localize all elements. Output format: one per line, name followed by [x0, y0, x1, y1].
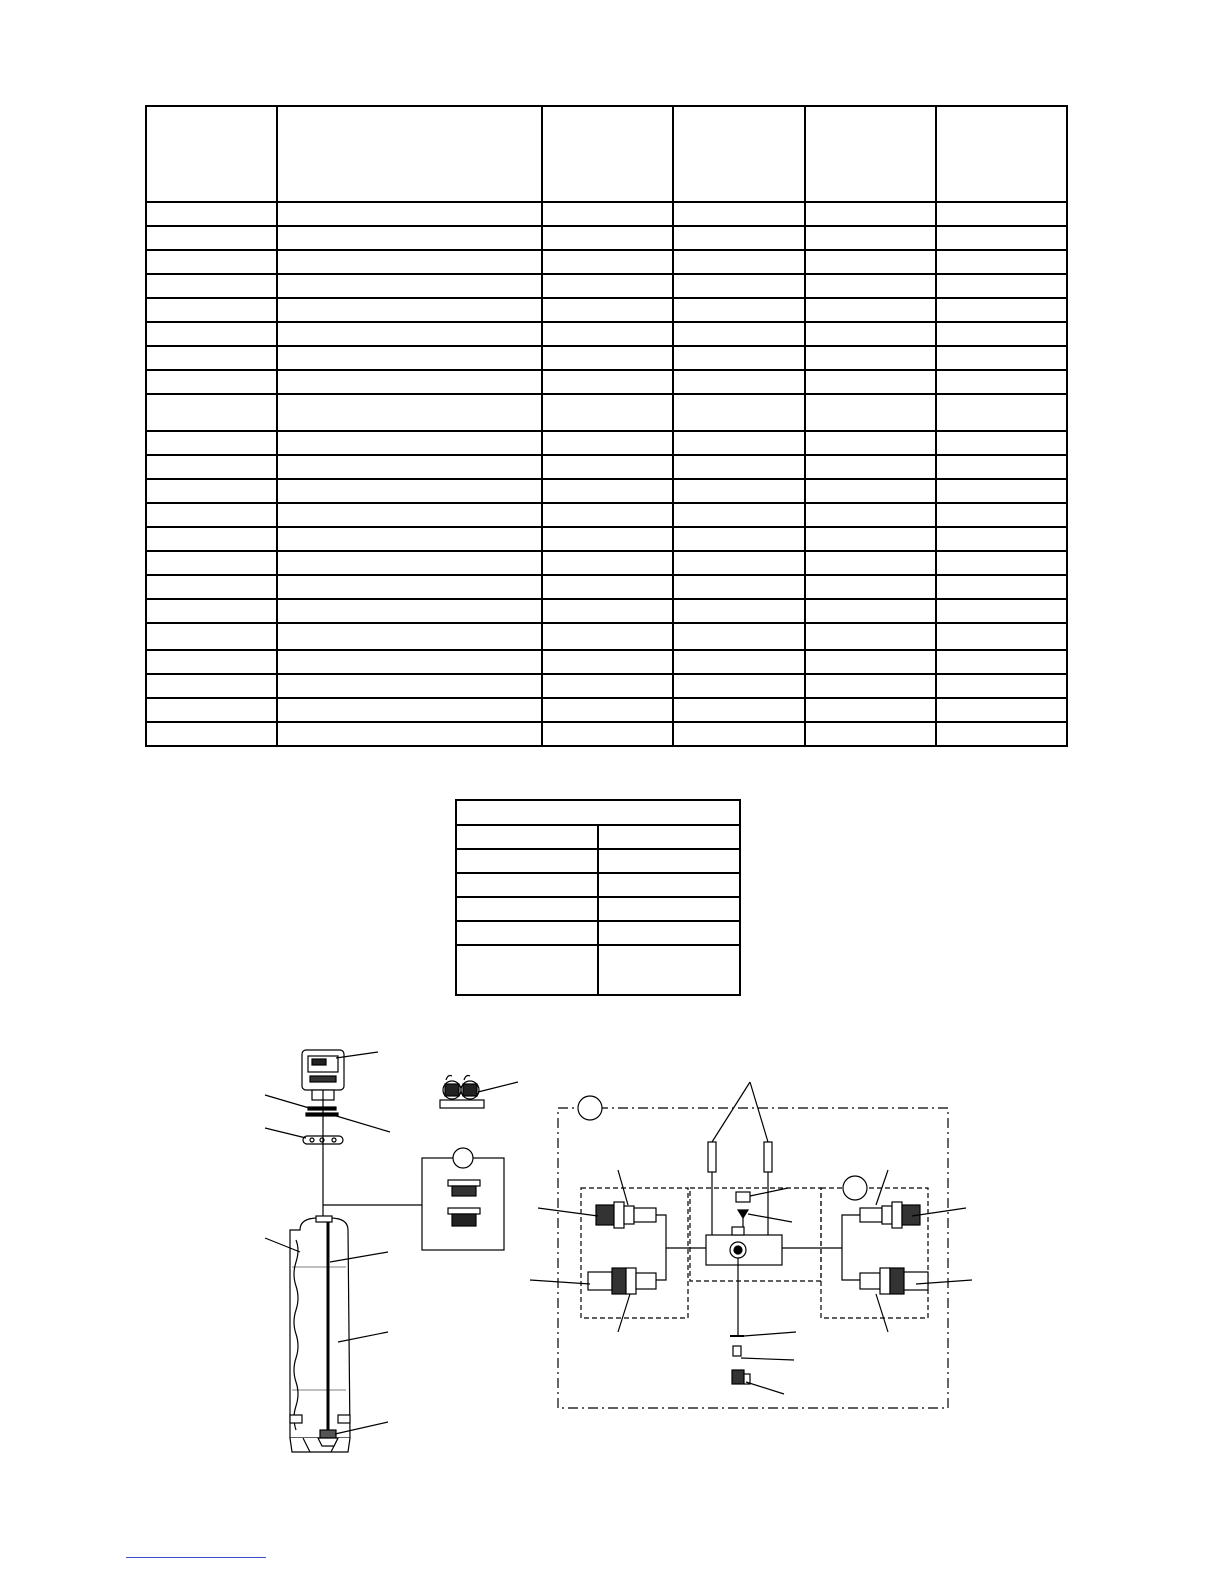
parts-cell — [542, 274, 673, 298]
parts-cell — [277, 250, 542, 274]
parts-item-number — [146, 575, 277, 599]
parts-table-row — [146, 674, 1067, 698]
parts-cell — [805, 575, 936, 599]
parts-cell — [805, 599, 936, 623]
callout-drain-tube-left — [712, 1082, 750, 1142]
parts-table-row — [146, 202, 1067, 226]
parts-cell — [673, 202, 804, 226]
sub-table-row — [456, 897, 740, 921]
sub-table-title — [456, 800, 740, 825]
parts-table-row — [146, 250, 1067, 274]
parts-cell — [277, 674, 542, 698]
parts-cell — [542, 431, 673, 455]
parts-cell — [805, 370, 936, 394]
parts-cell — [277, 298, 542, 322]
callout-left-bottom-oring — [618, 1294, 630, 1332]
parts-cell — [277, 698, 542, 722]
parts-cell — [805, 698, 936, 722]
parts-item-number — [146, 623, 277, 650]
adapter-inset-box — [422, 1148, 504, 1250]
parts-item-number — [146, 298, 277, 322]
parts-cell — [805, 431, 936, 455]
parts-cell — [673, 370, 804, 394]
parts-cell — [936, 346, 1067, 370]
parts-cell — [673, 623, 804, 650]
install-kit-marker — [578, 1096, 602, 1120]
parts-cell — [542, 455, 673, 479]
parts-cell — [805, 551, 936, 575]
center-valve-body — [706, 1227, 782, 1265]
header-col-5 — [805, 106, 936, 202]
parts-table-row — [146, 722, 1067, 746]
parts-cell — [936, 698, 1067, 722]
parts-table-row — [146, 431, 1067, 455]
parts-item-number — [146, 722, 277, 746]
header-description — [277, 106, 542, 202]
parts-cell — [805, 202, 936, 226]
right-kit-marker — [843, 1176, 867, 1200]
parts-cell — [542, 551, 673, 575]
right-top-connector — [860, 1202, 920, 1228]
parts-cell — [277, 479, 542, 503]
parts-cell — [936, 599, 1067, 623]
parts-cell — [542, 394, 673, 431]
parts-cell — [805, 250, 936, 274]
parts-table-row — [146, 394, 1067, 431]
sub-table-cell — [456, 921, 598, 945]
parts-cell — [936, 394, 1067, 431]
parts-table-row — [146, 503, 1067, 527]
parts-cell — [673, 455, 804, 479]
parts-cell — [805, 503, 936, 527]
parts-cell — [542, 346, 673, 370]
parts-item-number — [146, 322, 277, 346]
parts-table-row — [146, 551, 1067, 575]
sub-table-cell — [598, 849, 740, 873]
parts-table-row — [146, 346, 1067, 370]
parts-cell — [542, 527, 673, 551]
parts-item-number — [146, 226, 277, 250]
callout-check-valve — [748, 1214, 792, 1222]
parts-cell — [542, 575, 673, 599]
parts-table-row — [146, 575, 1067, 599]
parts-cell — [936, 250, 1067, 274]
parts-cell — [936, 650, 1067, 674]
left-top-connector — [596, 1202, 656, 1228]
parts-item-number — [146, 202, 277, 226]
parts-cell — [673, 250, 804, 274]
parts-cell — [277, 575, 542, 599]
parts-cell — [673, 322, 804, 346]
parts-item-number — [146, 551, 277, 575]
parts-cell — [542, 479, 673, 503]
parts-cell — [277, 431, 542, 455]
parts-cell — [542, 503, 673, 527]
parts-cell — [542, 322, 673, 346]
parts-cell — [805, 322, 936, 346]
parts-table-row — [146, 322, 1067, 346]
bottom-distributor — [318, 1430, 338, 1446]
parts-cell — [277, 551, 542, 575]
parts-cell — [277, 202, 542, 226]
parts-cell — [277, 599, 542, 623]
parts-table-row — [146, 623, 1067, 650]
parts-cell — [542, 623, 673, 650]
parts-table-row — [146, 479, 1067, 503]
sub-table-cell — [456, 849, 598, 873]
parts-item-number — [146, 698, 277, 722]
parts-cell — [936, 298, 1067, 322]
callout-drain-tube-right — [750, 1082, 768, 1142]
parts-table-row — [146, 455, 1067, 479]
header-item-number — [146, 106, 277, 202]
parts-cell — [277, 527, 542, 551]
parts-cell — [277, 346, 542, 370]
parts-cell — [673, 650, 804, 674]
parts-table-row — [146, 298, 1067, 322]
parts-diagram — [0, 1030, 1224, 1470]
sub-table-row — [456, 945, 740, 995]
callout-clip — [265, 1128, 306, 1138]
left-bottom-connector — [588, 1268, 656, 1294]
parts-cell — [936, 274, 1067, 298]
callout-left-top-connector-oring — [618, 1170, 628, 1205]
parts-cell — [542, 226, 673, 250]
callout-drain-clamp — [744, 1332, 796, 1336]
parts-cell — [673, 394, 804, 431]
parts-item-number — [146, 346, 277, 370]
parts-cell — [542, 202, 673, 226]
parts-cell — [542, 370, 673, 394]
parts-cell — [673, 722, 804, 746]
sub-table-cell — [456, 945, 598, 995]
parts-cell — [277, 722, 542, 746]
parts-cell — [277, 274, 542, 298]
parts-cell — [673, 527, 804, 551]
parts-item-number — [146, 394, 277, 431]
parts-item-number — [146, 274, 277, 298]
parts-cell — [805, 394, 936, 431]
parts-cell — [673, 346, 804, 370]
check-valve — [738, 1210, 748, 1218]
parts-cell — [277, 322, 542, 346]
parts-table-header — [146, 106, 1067, 202]
parts-item-number — [146, 650, 277, 674]
sub-table-cell — [456, 873, 598, 897]
parts-item-number — [146, 250, 277, 274]
parts-cell — [936, 575, 1067, 599]
parts-item-number — [146, 599, 277, 623]
parts-cell — [277, 370, 542, 394]
parts-cell — [542, 650, 673, 674]
parts-cell — [936, 431, 1067, 455]
parts-cell — [277, 226, 542, 250]
parts-cell — [936, 551, 1067, 575]
parts-cell — [673, 551, 804, 575]
parts-cell — [805, 479, 936, 503]
parts-item-number — [146, 455, 277, 479]
parts-cell — [805, 527, 936, 551]
sub-table-row — [456, 825, 740, 849]
parts-cell — [805, 623, 936, 650]
parts-cell — [673, 575, 804, 599]
parts-cell — [805, 674, 936, 698]
parts-cell — [277, 650, 542, 674]
parts-item-number — [146, 479, 277, 503]
parts-cell — [673, 298, 804, 322]
sub-table-cell — [456, 897, 598, 921]
callout-bypass — [478, 1082, 518, 1092]
footer-link-underline[interactable] — [126, 1556, 266, 1558]
parts-item-number — [146, 370, 277, 394]
sub-table-cell — [598, 825, 740, 849]
parts-table-row — [146, 698, 1067, 722]
callout-flow-plug — [750, 1188, 788, 1196]
parts-cell — [805, 650, 936, 674]
header-col-4 — [673, 106, 804, 202]
bypass-valve — [440, 1076, 484, 1109]
parts-cell — [673, 274, 804, 298]
drain-tube-left — [708, 1142, 716, 1172]
parts-cell — [805, 455, 936, 479]
parts-cell — [673, 431, 804, 455]
sub-table — [455, 799, 741, 996]
sub-table-row — [456, 921, 740, 945]
callout-oring-right — [333, 1115, 390, 1132]
parts-table-row — [146, 370, 1067, 394]
parts-cell — [277, 394, 542, 431]
parts-cell — [936, 623, 1067, 650]
parts-table-row — [146, 650, 1067, 674]
parts-cell — [673, 599, 804, 623]
parts-cell — [805, 346, 936, 370]
right-bottom-connector — [860, 1268, 928, 1294]
parts-cell — [542, 250, 673, 274]
sub-table-title-row — [456, 800, 740, 825]
parts-table-row — [146, 527, 1067, 551]
parts-cell — [936, 226, 1067, 250]
parts-cell — [936, 722, 1067, 746]
parts-cell — [936, 527, 1067, 551]
parts-table-row — [146, 599, 1067, 623]
left-connector-link — [656, 1215, 666, 1280]
sub-table-cell — [598, 945, 740, 995]
sub-table-cell — [598, 921, 740, 945]
parts-cell — [277, 455, 542, 479]
parts-cell — [673, 479, 804, 503]
parts-cell — [936, 322, 1067, 346]
parts-cell — [542, 599, 673, 623]
parts-cell — [673, 226, 804, 250]
parts-cell — [277, 623, 542, 650]
parts-cell — [673, 503, 804, 527]
parts-item-number — [146, 431, 277, 455]
flow-plug — [736, 1192, 750, 1202]
parts-cell — [805, 722, 936, 746]
header-col-6 — [936, 106, 1067, 202]
sub-table-row — [456, 873, 740, 897]
parts-cell — [936, 479, 1067, 503]
parts-cell — [542, 698, 673, 722]
sub-table-cell — [598, 897, 740, 921]
parts-cell — [805, 274, 936, 298]
parts-cell — [673, 698, 804, 722]
parts-item-number — [146, 674, 277, 698]
callout-left-top-connector — [538, 1208, 598, 1216]
right-connector-link — [842, 1215, 860, 1280]
parts-cell — [936, 202, 1067, 226]
parts-cell — [673, 674, 804, 698]
parts-cell — [936, 674, 1067, 698]
parts-table — [145, 105, 1068, 747]
callout-oring-left — [265, 1095, 316, 1110]
sub-table-cell — [456, 825, 598, 849]
sub-table-cell — [598, 873, 740, 897]
sub-table-row — [456, 849, 740, 873]
parts-cell — [936, 370, 1067, 394]
parts-cell — [542, 674, 673, 698]
parts-cell — [805, 226, 936, 250]
parts-cell — [542, 298, 673, 322]
callout-right-bottom-oring — [876, 1294, 888, 1332]
drain-tube-right — [764, 1142, 772, 1172]
parts-table-row — [146, 274, 1067, 298]
parts-cell — [936, 503, 1067, 527]
parts-cell — [542, 722, 673, 746]
parts-cell — [805, 298, 936, 322]
callout-drain-elbow — [746, 1382, 784, 1394]
parts-item-number — [146, 503, 277, 527]
drain-fitting — [733, 1346, 741, 1356]
parts-cell — [936, 455, 1067, 479]
callout-drain-fitting — [741, 1358, 794, 1360]
header-col-3 — [542, 106, 673, 202]
parts-item-number — [146, 527, 277, 551]
parts-table-row — [146, 226, 1067, 250]
parts-cell — [277, 503, 542, 527]
